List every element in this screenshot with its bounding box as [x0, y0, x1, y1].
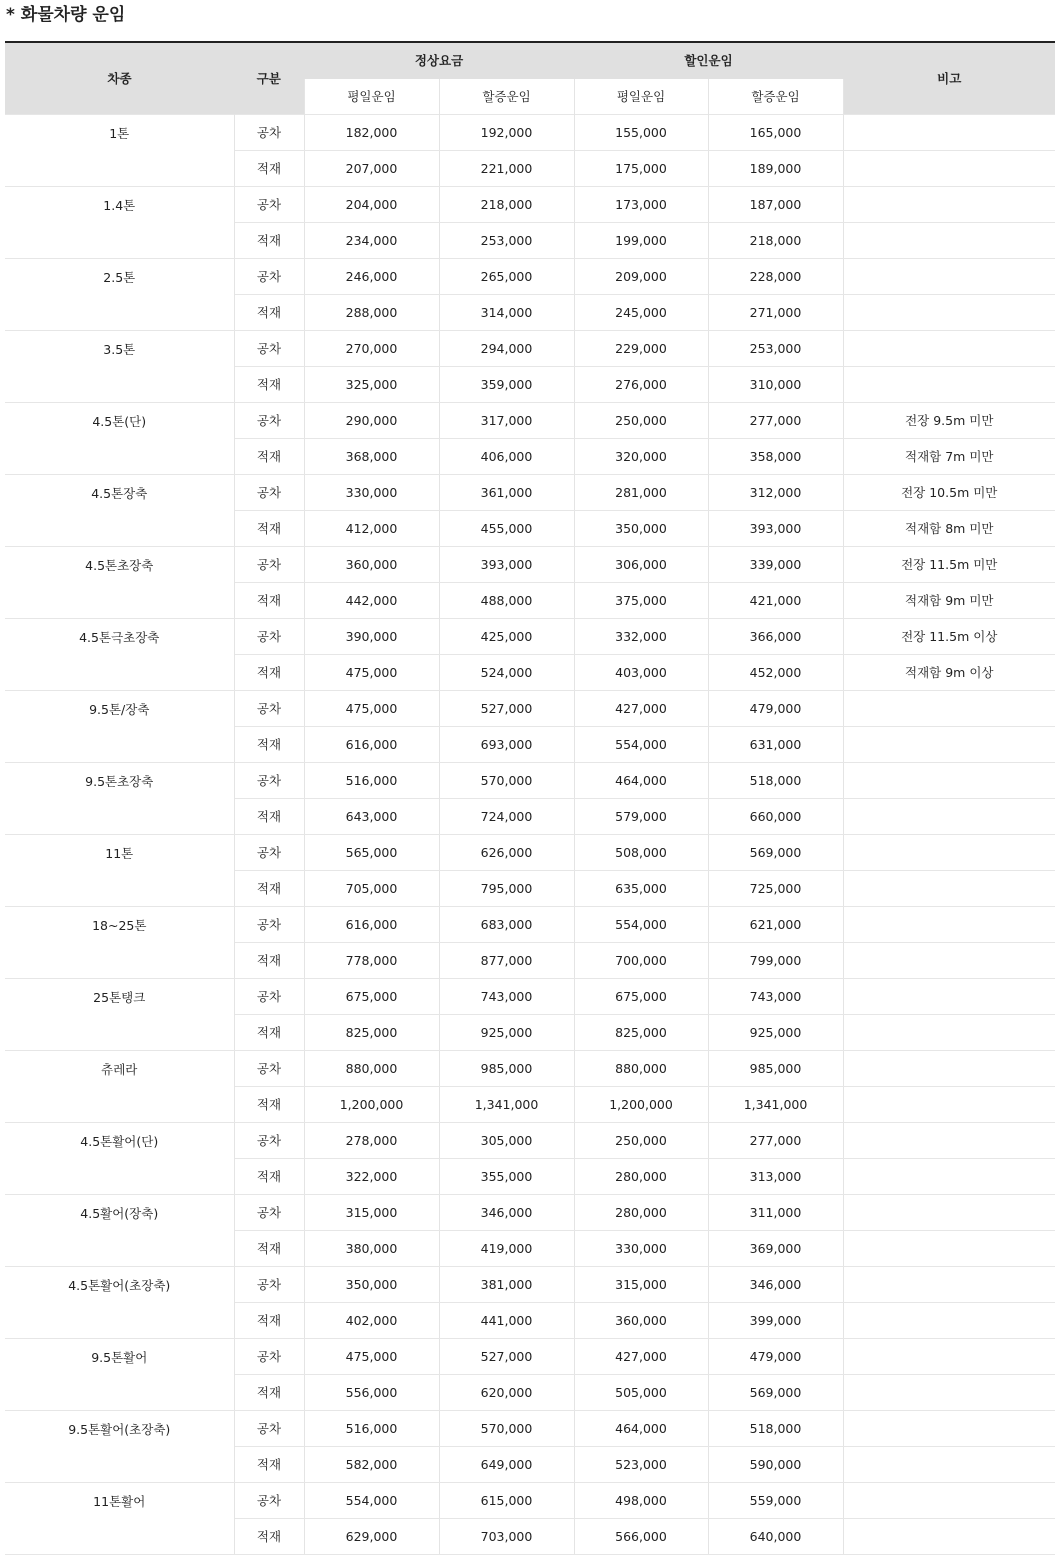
type-cell: 적재 — [234, 1159, 304, 1195]
discount-weekday-cell: 173,000 — [574, 187, 708, 223]
discount-surcharge-cell: 985,000 — [708, 1051, 843, 1087]
type-cell: 적재 — [234, 295, 304, 331]
type-cell: 적재 — [234, 1447, 304, 1483]
discount-weekday-cell: 245,000 — [574, 295, 708, 331]
regular-surcharge-cell: 455,000 — [439, 511, 574, 547]
regular-weekday-cell: 554,000 — [304, 1483, 439, 1519]
type-cell: 적재 — [234, 1303, 304, 1339]
vehicle-cell: 4.5톤활어(단) — [5, 1123, 234, 1195]
regular-weekday-cell: 475,000 — [304, 655, 439, 691]
discount-surcharge-cell: 569,000 — [708, 835, 843, 871]
type-cell: 공차 — [234, 1339, 304, 1375]
regular-surcharge-cell: 441,000 — [439, 1303, 574, 1339]
vehicle-cell: 9.5톤활어(초장축) — [5, 1411, 234, 1483]
regular-surcharge-cell: 570,000 — [439, 1411, 574, 1447]
table-row — [5, 547, 1055, 583]
discount-surcharge-cell: 631,000 — [708, 727, 843, 763]
table-row — [5, 763, 1055, 799]
header-type: 구분 — [234, 42, 304, 115]
regular-weekday-cell: 675,000 — [304, 979, 439, 1015]
table-row — [5, 187, 1055, 223]
discount-surcharge-cell: 399,000 — [708, 1303, 843, 1339]
discount-surcharge-cell: 312,000 — [708, 475, 843, 511]
discount-weekday-cell: 427,000 — [574, 691, 708, 727]
discount-surcharge-cell: 479,000 — [708, 691, 843, 727]
header-note: 비고 — [843, 42, 1055, 115]
freight-fee-table — [5, 41, 1055, 1555]
type-cell: 공차 — [234, 1195, 304, 1231]
discount-surcharge-cell: 313,000 — [708, 1159, 843, 1195]
regular-surcharge-cell: 649,000 — [439, 1447, 574, 1483]
type-cell: 공차 — [234, 907, 304, 943]
type-cell: 공차 — [234, 547, 304, 583]
discount-weekday-cell: 464,000 — [574, 763, 708, 799]
discount-weekday-cell: 498,000 — [574, 1483, 708, 1519]
note-cell: 적재함 7m 미만 — [843, 439, 1055, 475]
discount-weekday-cell: 427,000 — [574, 1339, 708, 1375]
regular-weekday-cell: 207,000 — [304, 151, 439, 187]
discount-weekday-cell: 276,000 — [574, 367, 708, 403]
note-cell — [843, 151, 1055, 187]
regular-weekday-cell: 234,000 — [304, 223, 439, 259]
discount-weekday-cell: 350,000 — [574, 511, 708, 547]
vehicle-cell: 9.5톤활어 — [5, 1339, 234, 1411]
regular-surcharge-cell: 419,000 — [439, 1231, 574, 1267]
regular-surcharge-cell: 925,000 — [439, 1015, 574, 1051]
discount-surcharge-cell: 339,000 — [708, 547, 843, 583]
discount-weekday-cell: 306,000 — [574, 547, 708, 583]
table-row — [5, 907, 1055, 943]
discount-surcharge-cell: 165,000 — [708, 115, 843, 151]
regular-weekday-cell: 643,000 — [304, 799, 439, 835]
type-cell: 공차 — [234, 403, 304, 439]
type-cell: 적재 — [234, 439, 304, 475]
type-cell: 공차 — [234, 1411, 304, 1447]
table-row — [5, 1051, 1055, 1087]
regular-surcharge-cell: 425,000 — [439, 619, 574, 655]
type-cell: 적재 — [234, 871, 304, 907]
table-row — [5, 1267, 1055, 1303]
table-row — [5, 1123, 1055, 1159]
regular-weekday-cell: 412,000 — [304, 511, 439, 547]
discount-weekday-cell: 579,000 — [574, 799, 708, 835]
type-cell: 적재 — [234, 655, 304, 691]
regular-weekday-cell: 1,200,000 — [304, 1087, 439, 1123]
note-cell — [843, 295, 1055, 331]
header-discount-fee: 할인운임 — [574, 42, 843, 79]
regular-weekday-cell: 288,000 — [304, 295, 439, 331]
regular-weekday-cell: 270,000 — [304, 331, 439, 367]
discount-surcharge-cell: 310,000 — [708, 367, 843, 403]
discount-weekday-cell: 281,000 — [574, 475, 708, 511]
discount-weekday-cell: 155,000 — [574, 115, 708, 151]
note-cell: 적재함 9m 미만 — [843, 583, 1055, 619]
note-cell — [843, 187, 1055, 223]
regular-weekday-cell: 360,000 — [304, 547, 439, 583]
type-cell: 공차 — [234, 835, 304, 871]
table-row — [5, 691, 1055, 727]
note-cell — [843, 799, 1055, 835]
regular-surcharge-cell: 381,000 — [439, 1267, 574, 1303]
discount-surcharge-cell: 277,000 — [708, 1123, 843, 1159]
type-cell: 적재 — [234, 799, 304, 835]
discount-surcharge-cell: 277,000 — [708, 403, 843, 439]
regular-surcharge-cell: 355,000 — [439, 1159, 574, 1195]
type-cell: 공차 — [234, 1123, 304, 1159]
header-regular-weekday: 평일운임 — [304, 79, 439, 115]
regular-surcharge-cell: 393,000 — [439, 547, 574, 583]
regular-surcharge-cell: 743,000 — [439, 979, 574, 1015]
vehicle-cell: 4.5톤장축 — [5, 475, 234, 547]
type-cell: 적재 — [234, 1519, 304, 1555]
header-regular-surcharge: 할증운임 — [439, 79, 574, 115]
vehicle-cell: 4.5톤극초장축 — [5, 619, 234, 691]
regular-surcharge-cell: 620,000 — [439, 1375, 574, 1411]
vehicle-cell: 3.5톤 — [5, 331, 234, 403]
regular-weekday-cell: 475,000 — [304, 1339, 439, 1375]
regular-weekday-cell: 330,000 — [304, 475, 439, 511]
discount-weekday-cell: 566,000 — [574, 1519, 708, 1555]
note-cell — [843, 1411, 1055, 1447]
discount-weekday-cell: 175,000 — [574, 151, 708, 187]
discount-surcharge-cell: 366,000 — [708, 619, 843, 655]
note-cell — [843, 1015, 1055, 1051]
header-discount-weekday: 평일운임 — [574, 79, 708, 115]
type-cell: 공차 — [234, 1483, 304, 1519]
type-cell: 공차 — [234, 979, 304, 1015]
discount-weekday-cell: 229,000 — [574, 331, 708, 367]
discount-weekday-cell: 635,000 — [574, 871, 708, 907]
regular-surcharge-cell: 361,000 — [439, 475, 574, 511]
vehicle-cell: 9.5톤초장축 — [5, 763, 234, 835]
discount-weekday-cell: 403,000 — [574, 655, 708, 691]
regular-surcharge-cell: 877,000 — [439, 943, 574, 979]
regular-surcharge-cell: 218,000 — [439, 187, 574, 223]
discount-surcharge-cell: 311,000 — [708, 1195, 843, 1231]
regular-weekday-cell: 778,000 — [304, 943, 439, 979]
note-cell — [843, 871, 1055, 907]
regular-surcharge-cell: 615,000 — [439, 1483, 574, 1519]
note-cell — [843, 1231, 1055, 1267]
discount-weekday-cell: 700,000 — [574, 943, 708, 979]
table-row — [5, 259, 1055, 295]
regular-surcharge-cell: 294,000 — [439, 331, 574, 367]
type-cell: 공차 — [234, 1051, 304, 1087]
regular-weekday-cell: 582,000 — [304, 1447, 439, 1483]
discount-weekday-cell: 880,000 — [574, 1051, 708, 1087]
regular-surcharge-cell: 314,000 — [439, 295, 574, 331]
vehicle-cell: 9.5톤/장축 — [5, 691, 234, 763]
regular-weekday-cell: 315,000 — [304, 1195, 439, 1231]
type-cell: 적재 — [234, 223, 304, 259]
table-row — [5, 979, 1055, 1015]
note-cell — [843, 1195, 1055, 1231]
discount-surcharge-cell: 479,000 — [708, 1339, 843, 1375]
type-cell: 적재 — [234, 511, 304, 547]
note-cell: 전장 10.5m 미만 — [843, 475, 1055, 511]
note-cell: 적재함 9m 이상 — [843, 655, 1055, 691]
discount-surcharge-cell: 725,000 — [708, 871, 843, 907]
type-cell: 적재 — [234, 1087, 304, 1123]
discount-surcharge-cell: 621,000 — [708, 907, 843, 943]
regular-surcharge-cell: 985,000 — [439, 1051, 574, 1087]
vehicle-cell: 11톤 — [5, 835, 234, 907]
regular-weekday-cell: 556,000 — [304, 1375, 439, 1411]
note-cell — [843, 835, 1055, 871]
note-cell — [843, 1519, 1055, 1555]
regular-weekday-cell: 516,000 — [304, 1411, 439, 1447]
vehicle-cell: 4.5톤활어(초장축) — [5, 1267, 234, 1339]
table-row — [5, 1195, 1055, 1231]
note-cell — [843, 1483, 1055, 1519]
discount-weekday-cell: 332,000 — [574, 619, 708, 655]
vehicle-cell: 2.5톤 — [5, 259, 234, 331]
regular-weekday-cell: 290,000 — [304, 403, 439, 439]
type-cell: 적재 — [234, 943, 304, 979]
regular-weekday-cell: 825,000 — [304, 1015, 439, 1051]
regular-weekday-cell: 475,000 — [304, 691, 439, 727]
header-discount-surcharge: 할증운임 — [708, 79, 843, 115]
table-row — [5, 835, 1055, 871]
type-cell: 공차 — [234, 1267, 304, 1303]
regular-weekday-cell: 246,000 — [304, 259, 439, 295]
regular-surcharge-cell: 527,000 — [439, 1339, 574, 1375]
regular-weekday-cell: 368,000 — [304, 439, 439, 475]
type-cell: 공차 — [234, 259, 304, 295]
regular-weekday-cell: 616,000 — [304, 907, 439, 943]
regular-surcharge-cell: 1,341,000 — [439, 1087, 574, 1123]
discount-weekday-cell: 209,000 — [574, 259, 708, 295]
regular-surcharge-cell: 488,000 — [439, 583, 574, 619]
discount-weekday-cell: 675,000 — [574, 979, 708, 1015]
discount-surcharge-cell: 518,000 — [708, 1411, 843, 1447]
table-row — [5, 403, 1055, 439]
discount-weekday-cell: 505,000 — [574, 1375, 708, 1411]
discount-surcharge-cell: 743,000 — [708, 979, 843, 1015]
note-cell: 전장 9.5m 미만 — [843, 403, 1055, 439]
discount-surcharge-cell: 518,000 — [708, 763, 843, 799]
discount-surcharge-cell: 253,000 — [708, 331, 843, 367]
discount-weekday-cell: 508,000 — [574, 835, 708, 871]
discount-surcharge-cell: 569,000 — [708, 1375, 843, 1411]
table-body — [5, 115, 1055, 1555]
regular-weekday-cell: 442,000 — [304, 583, 439, 619]
regular-weekday-cell: 325,000 — [304, 367, 439, 403]
regular-weekday-cell: 705,000 — [304, 871, 439, 907]
regular-weekday-cell: 565,000 — [304, 835, 439, 871]
type-cell: 공차 — [234, 331, 304, 367]
regular-surcharge-cell: 626,000 — [439, 835, 574, 871]
note-cell — [843, 331, 1055, 367]
note-cell — [843, 115, 1055, 151]
discount-weekday-cell: 554,000 — [574, 727, 708, 763]
discount-surcharge-cell: 799,000 — [708, 943, 843, 979]
note-cell — [843, 1303, 1055, 1339]
regular-weekday-cell: 322,000 — [304, 1159, 439, 1195]
vehicle-cell: 4.5톤초장축 — [5, 547, 234, 619]
note-cell — [843, 979, 1055, 1015]
discount-surcharge-cell: 271,000 — [708, 295, 843, 331]
vehicle-cell: 1.4톤 — [5, 187, 234, 259]
type-cell: 적재 — [234, 151, 304, 187]
regular-surcharge-cell: 406,000 — [439, 439, 574, 475]
discount-weekday-cell: 330,000 — [574, 1231, 708, 1267]
discount-weekday-cell: 320,000 — [574, 439, 708, 475]
discount-weekday-cell: 250,000 — [574, 403, 708, 439]
discount-weekday-cell: 523,000 — [574, 1447, 708, 1483]
discount-weekday-cell: 464,000 — [574, 1411, 708, 1447]
note-cell — [843, 1339, 1055, 1375]
table-row — [5, 1339, 1055, 1375]
regular-surcharge-cell: 703,000 — [439, 1519, 574, 1555]
regular-weekday-cell: 402,000 — [304, 1303, 439, 1339]
type-cell: 적재 — [234, 367, 304, 403]
vehicle-cell: 4.5활어(장축) — [5, 1195, 234, 1267]
note-cell — [843, 1159, 1055, 1195]
discount-weekday-cell: 554,000 — [574, 907, 708, 943]
header-vehicle: 차종 — [5, 42, 234, 115]
type-cell: 적재 — [234, 727, 304, 763]
regular-surcharge-cell: 265,000 — [439, 259, 574, 295]
vehicle-cell: 4.5톤(단) — [5, 403, 234, 475]
regular-surcharge-cell: 570,000 — [439, 763, 574, 799]
table-row — [5, 619, 1055, 655]
type-cell: 적재 — [234, 1015, 304, 1051]
regular-weekday-cell: 380,000 — [304, 1231, 439, 1267]
discount-surcharge-cell: 218,000 — [708, 223, 843, 259]
note-cell: 전장 11.5m 이상 — [843, 619, 1055, 655]
type-cell: 적재 — [234, 583, 304, 619]
discount-surcharge-cell: 559,000 — [708, 1483, 843, 1519]
note-cell — [843, 691, 1055, 727]
discount-surcharge-cell: 393,000 — [708, 511, 843, 547]
discount-weekday-cell: 315,000 — [574, 1267, 708, 1303]
discount-surcharge-cell: 452,000 — [708, 655, 843, 691]
regular-surcharge-cell: 683,000 — [439, 907, 574, 943]
discount-surcharge-cell: 369,000 — [708, 1231, 843, 1267]
regular-surcharge-cell: 253,000 — [439, 223, 574, 259]
note-cell — [843, 1051, 1055, 1087]
discount-surcharge-cell: 1,341,000 — [708, 1087, 843, 1123]
type-cell: 공차 — [234, 115, 304, 151]
regular-weekday-cell: 629,000 — [304, 1519, 439, 1555]
type-cell: 공차 — [234, 763, 304, 799]
discount-surcharge-cell: 358,000 — [708, 439, 843, 475]
table-row — [5, 115, 1055, 151]
discount-surcharge-cell: 660,000 — [708, 799, 843, 835]
regular-surcharge-cell: 693,000 — [439, 727, 574, 763]
discount-weekday-cell: 199,000 — [574, 223, 708, 259]
note-cell — [843, 1447, 1055, 1483]
discount-surcharge-cell: 189,000 — [708, 151, 843, 187]
note-cell — [843, 367, 1055, 403]
regular-surcharge-cell: 795,000 — [439, 871, 574, 907]
vehicle-cell: 11톤활어 — [5, 1483, 234, 1555]
note-cell — [843, 727, 1055, 763]
note-cell — [843, 223, 1055, 259]
regular-surcharge-cell: 527,000 — [439, 691, 574, 727]
discount-weekday-cell: 250,000 — [574, 1123, 708, 1159]
note-cell — [843, 1267, 1055, 1303]
vehicle-cell: 18~25톤 — [5, 907, 234, 979]
regular-surcharge-cell: 221,000 — [439, 151, 574, 187]
note-cell — [843, 943, 1055, 979]
note-cell — [843, 907, 1055, 943]
header-regular-fee: 정상요금 — [304, 42, 574, 79]
discount-weekday-cell: 280,000 — [574, 1159, 708, 1195]
vehicle-cell: 1톤 — [5, 115, 234, 187]
page-title: * 화물차량 운임 — [6, 5, 126, 25]
note-cell: 적재함 8m 미만 — [843, 511, 1055, 547]
table-row — [5, 1483, 1055, 1519]
regular-weekday-cell: 350,000 — [304, 1267, 439, 1303]
table-row — [5, 331, 1055, 367]
type-cell: 공차 — [234, 619, 304, 655]
discount-surcharge-cell: 187,000 — [708, 187, 843, 223]
discount-surcharge-cell: 640,000 — [708, 1519, 843, 1555]
discount-weekday-cell: 1,200,000 — [574, 1087, 708, 1123]
regular-weekday-cell: 616,000 — [304, 727, 439, 763]
regular-surcharge-cell: 317,000 — [439, 403, 574, 439]
type-cell: 적재 — [234, 1231, 304, 1267]
type-cell: 공차 — [234, 187, 304, 223]
regular-weekday-cell: 880,000 — [304, 1051, 439, 1087]
discount-weekday-cell: 360,000 — [574, 1303, 708, 1339]
regular-weekday-cell: 390,000 — [304, 619, 439, 655]
note-cell — [843, 1087, 1055, 1123]
table-row — [5, 1411, 1055, 1447]
regular-surcharge-cell: 724,000 — [439, 799, 574, 835]
regular-surcharge-cell: 524,000 — [439, 655, 574, 691]
regular-surcharge-cell: 346,000 — [439, 1195, 574, 1231]
type-cell: 공차 — [234, 691, 304, 727]
regular-surcharge-cell: 359,000 — [439, 367, 574, 403]
discount-surcharge-cell: 925,000 — [708, 1015, 843, 1051]
note-cell — [843, 259, 1055, 295]
regular-surcharge-cell: 305,000 — [439, 1123, 574, 1159]
regular-weekday-cell: 516,000 — [304, 763, 439, 799]
discount-weekday-cell: 825,000 — [574, 1015, 708, 1051]
regular-weekday-cell: 204,000 — [304, 187, 439, 223]
note-cell — [843, 1123, 1055, 1159]
note-cell: 전장 11.5m 미만 — [843, 547, 1055, 583]
type-cell: 적재 — [234, 1375, 304, 1411]
discount-surcharge-cell: 228,000 — [708, 259, 843, 295]
vehicle-cell: 25톤탱크 — [5, 979, 234, 1051]
discount-surcharge-cell: 421,000 — [708, 583, 843, 619]
regular-weekday-cell: 278,000 — [304, 1123, 439, 1159]
regular-surcharge-cell: 192,000 — [439, 115, 574, 151]
note-cell — [843, 1375, 1055, 1411]
vehicle-cell: 츄레라 — [5, 1051, 234, 1123]
note-cell — [843, 763, 1055, 799]
discount-weekday-cell: 280,000 — [574, 1195, 708, 1231]
discount-weekday-cell: 375,000 — [574, 583, 708, 619]
table-row — [5, 475, 1055, 511]
type-cell: 공차 — [234, 475, 304, 511]
discount-surcharge-cell: 346,000 — [708, 1267, 843, 1303]
discount-surcharge-cell: 590,000 — [708, 1447, 843, 1483]
regular-weekday-cell: 182,000 — [304, 115, 439, 151]
table-header — [5, 42, 1055, 115]
